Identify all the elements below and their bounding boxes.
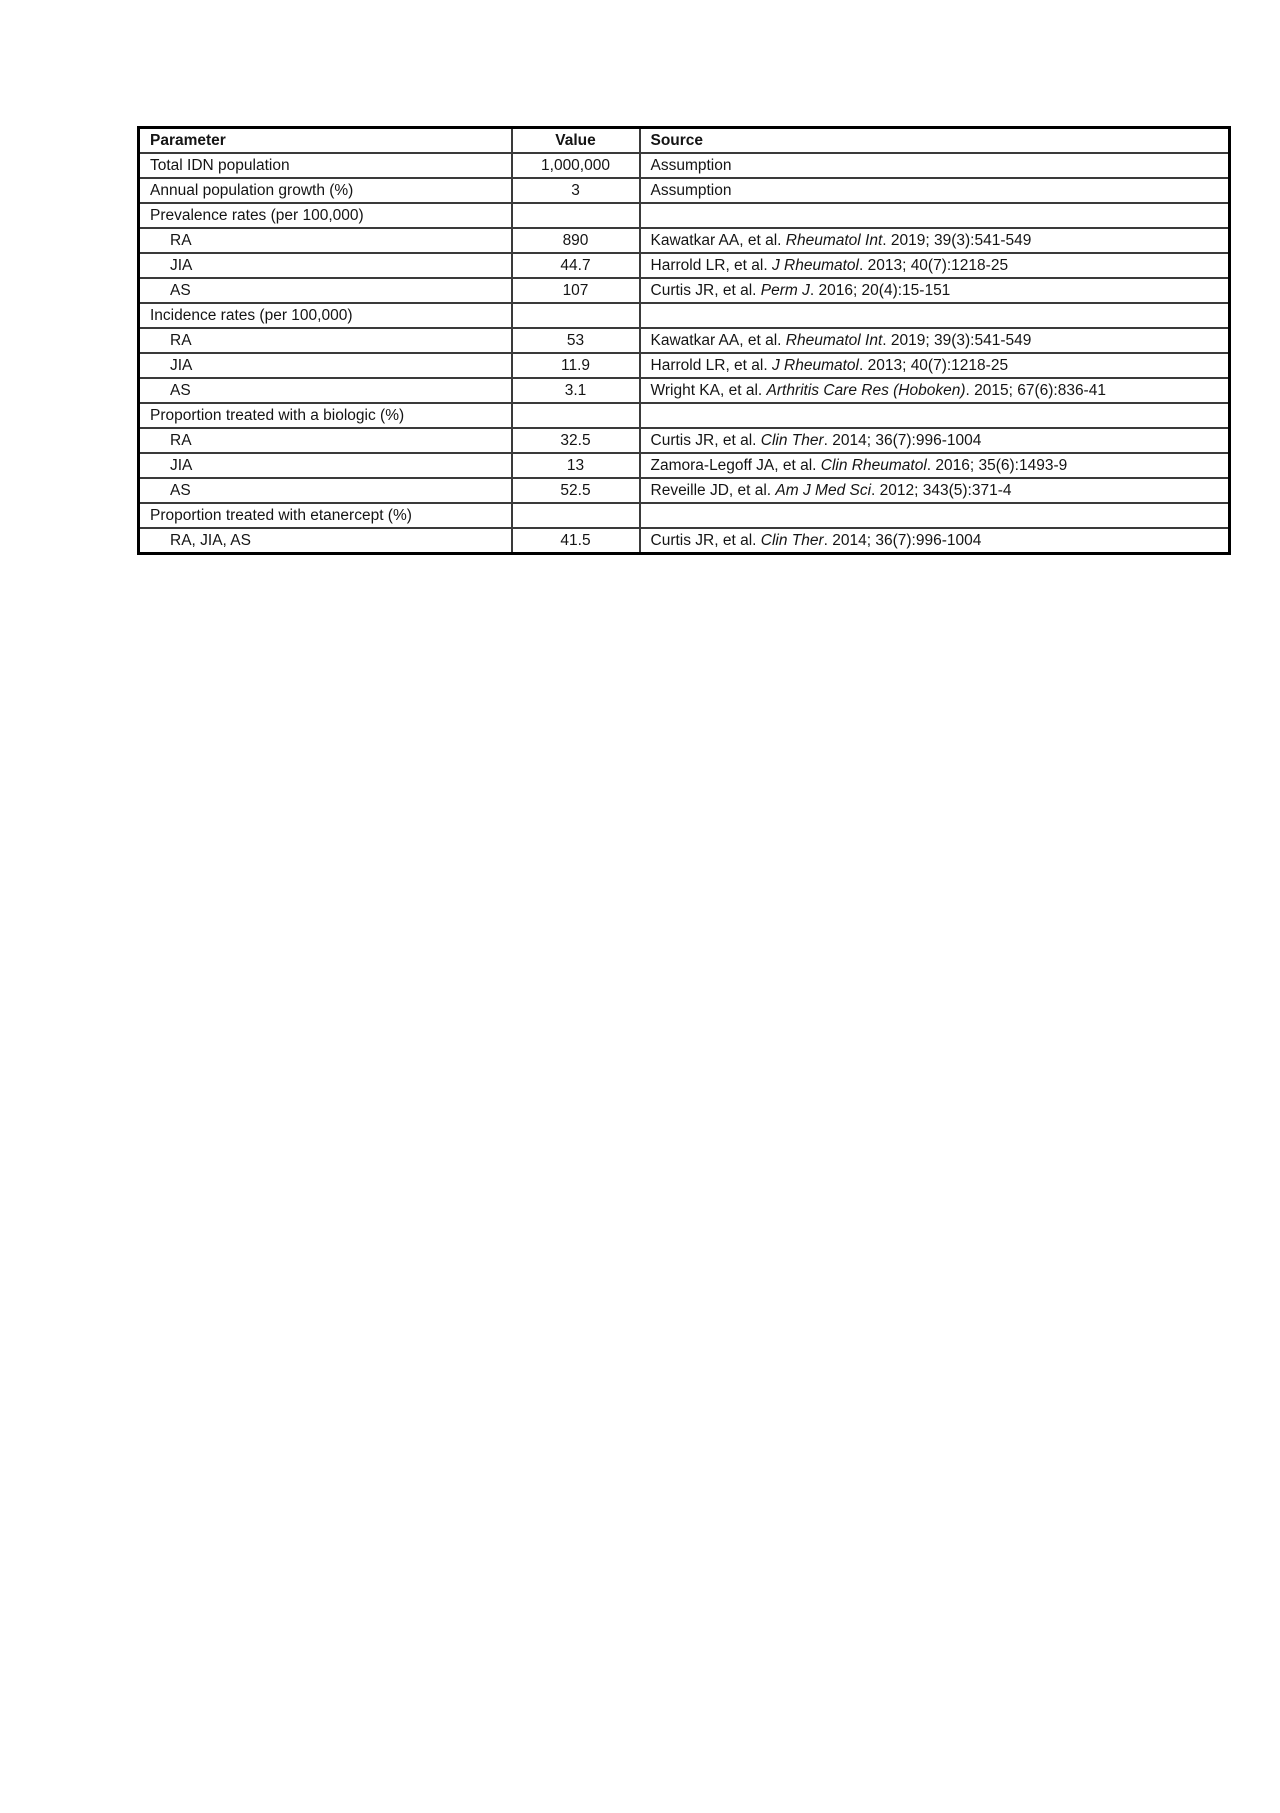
table-body <box>139 153 1230 554</box>
source-journal-italic: J Rheumatol <box>771 257 859 274</box>
table-row <box>139 203 1230 228</box>
source-text: . 2014; 36(7):996-1004 <box>823 532 982 549</box>
source-text: Harrold LR, et al. <box>650 257 772 274</box>
value-cell: 44.7 <box>512 253 640 278</box>
source-cell <box>640 503 1230 528</box>
table-row <box>139 178 1230 203</box>
source-text: Reveille JD, et al. <box>650 482 776 499</box>
source-text: . 2019; 39(3):541-549 <box>882 232 1032 249</box>
source-text: . 2013; 40(7):1218-25 <box>858 257 1009 274</box>
source-cell <box>640 228 1230 253</box>
value-cell <box>512 503 640 528</box>
source-cell <box>640 353 1230 378</box>
source-text: . 2016; 20(4):15-151 <box>809 282 951 299</box>
table-header-row <box>139 128 1230 154</box>
table-row <box>139 153 1230 178</box>
source-cell <box>640 428 1230 453</box>
value-cell: 41.5 <box>512 528 640 554</box>
value-cell: 3.1 <box>512 378 640 403</box>
source-cell <box>640 403 1230 428</box>
table-row <box>139 253 1230 278</box>
header-source: Source <box>640 128 1230 154</box>
source-cell <box>640 478 1230 503</box>
parameter-cell: AS <box>139 478 512 503</box>
source-cell <box>640 278 1230 303</box>
source-text: Assumption <box>650 182 732 199</box>
source-text: Harrold LR, et al. <box>650 357 772 374</box>
source-text: Zamora-Legoff JA, et al. <box>650 457 821 474</box>
source-cell <box>640 528 1230 554</box>
parameters-table <box>137 126 1231 555</box>
value-cell: 11.9 <box>512 353 640 378</box>
value-cell: 107 <box>512 278 640 303</box>
source-journal-italic: Am J Med Sci <box>775 482 872 499</box>
source-text: Curtis JR, et al. <box>650 432 761 449</box>
source-cell <box>640 253 1230 278</box>
source-journal-italic: Clin Rheumatol <box>820 457 927 474</box>
table-row <box>139 353 1230 378</box>
value-cell <box>512 403 640 428</box>
header-parameter: Parameter <box>139 128 512 154</box>
table-row <box>139 303 1230 328</box>
source-cell <box>640 203 1230 228</box>
source-cell <box>640 453 1230 478</box>
value-cell: 32.5 <box>512 428 640 453</box>
source-journal-italic: Rheumatol Int <box>785 232 883 249</box>
parameter-cell: RA <box>139 228 512 253</box>
table-row <box>139 278 1230 303</box>
table-row <box>139 378 1230 403</box>
source-cell <box>640 303 1230 328</box>
parameter-cell: RA <box>139 428 512 453</box>
parameter-cell: JIA <box>139 353 512 378</box>
source-text: Curtis JR, et al. <box>650 532 761 549</box>
source-text: Curtis JR, et al. <box>650 282 761 299</box>
source-text: Kawatkar AA, et al. <box>650 332 786 349</box>
table-row <box>139 228 1230 253</box>
source-text: Kawatkar AA, et al. <box>650 232 786 249</box>
parameter-cell: JIA <box>139 453 512 478</box>
source-text: . 2014; 36(7):996-1004 <box>823 432 982 449</box>
source-text: . 2013; 40(7):1218-25 <box>858 357 1009 374</box>
parameter-cell: Annual population growth (%) <box>139 178 512 203</box>
value-cell <box>512 303 640 328</box>
parameter-cell: Proportion treated with a biologic (%) <box>139 403 512 428</box>
source-journal-italic: Clin Ther <box>760 532 824 549</box>
value-cell: 53 <box>512 328 640 353</box>
source-journal-italic: Clin Ther <box>760 432 824 449</box>
source-text: . 2016; 35(6):1493-9 <box>926 457 1068 474</box>
value-cell: 890 <box>512 228 640 253</box>
source-journal-italic: Rheumatol Int <box>785 332 883 349</box>
source-cell <box>640 378 1230 403</box>
source-cell <box>640 328 1230 353</box>
source-cell <box>640 178 1230 203</box>
value-cell: 3 <box>512 178 640 203</box>
source-text: . 2012; 343(5):371-4 <box>871 482 1012 499</box>
table-row <box>139 478 1230 503</box>
table-row <box>139 403 1230 428</box>
table-row <box>139 528 1230 554</box>
parameter-cell: Prevalence rates (per 100,000) <box>139 203 512 228</box>
parameter-cell: Incidence rates (per 100,000) <box>139 303 512 328</box>
header-value: Value <box>512 128 640 154</box>
parameter-cell: AS <box>139 378 512 403</box>
parameter-cell: Total IDN population <box>139 153 512 178</box>
parameter-cell: Proportion treated with etanercept (%) <box>139 503 512 528</box>
parameter-cell: JIA <box>139 253 512 278</box>
source-journal-italic: Perm J <box>760 282 810 299</box>
source-text: Assumption <box>650 157 732 174</box>
source-journal-italic: J Rheumatol <box>771 357 859 374</box>
table-row <box>139 503 1230 528</box>
table-row <box>139 428 1230 453</box>
parameter-cell: RA, JIA, AS <box>139 528 512 554</box>
source-text: . 2015; 67(6):836-41 <box>965 382 1106 399</box>
source-cell <box>640 153 1230 178</box>
parameter-cell: RA <box>139 328 512 353</box>
value-cell: 52.5 <box>512 478 640 503</box>
source-text: Wright KA, et al. <box>650 382 767 399</box>
parameters-table-container <box>137 126 1231 555</box>
source-text: . 2019; 39(3):541-549 <box>882 332 1032 349</box>
value-cell: 13 <box>512 453 640 478</box>
table-row <box>139 328 1230 353</box>
parameter-cell: AS <box>139 278 512 303</box>
table-row <box>139 453 1230 478</box>
source-journal-italic: Arthritis Care Res (Hoboken) <box>766 382 966 399</box>
value-cell: 1,000,000 <box>512 153 640 178</box>
value-cell <box>512 203 640 228</box>
